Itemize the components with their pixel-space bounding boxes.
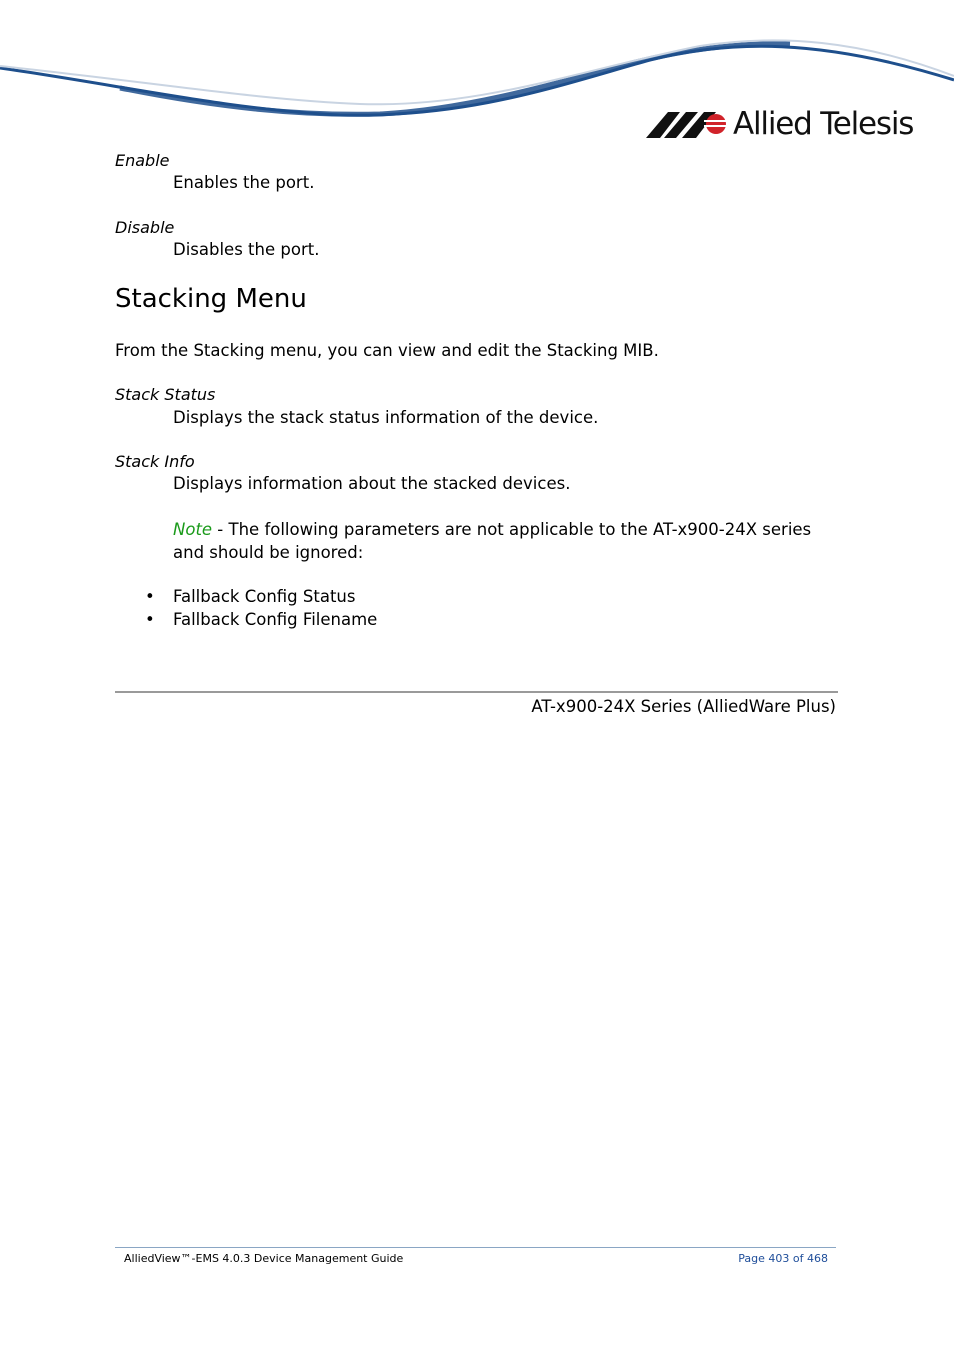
footer-guide-title: AlliedView™-EMS 4.0.3 Device Management Guide bbox=[124, 1252, 404, 1265]
term-enable: Enable bbox=[115, 151, 170, 170]
desc-enable: Enables the port. bbox=[173, 173, 315, 192]
desc-stack-status: Displays the stack status information of the device. bbox=[173, 408, 599, 427]
footer-divider bbox=[115, 1247, 836, 1248]
list-item-text: Fallback Config Status bbox=[173, 587, 356, 606]
note-label: Note bbox=[173, 520, 213, 539]
section-intro: From the Stacking menu, you can view and edit the Stacking MIB. bbox=[115, 341, 659, 360]
list-item-text: Fallback Config Filename bbox=[173, 610, 378, 629]
desc-stack-info: Displays information about the stacked devices. bbox=[173, 474, 571, 493]
desc-disable: Disables the port. bbox=[173, 240, 320, 259]
list-item bbox=[145, 608, 377, 631]
term-disable: Disable bbox=[115, 218, 175, 237]
series-label: AT-x900-24X Series (AlliedWare Plus) bbox=[531, 697, 836, 716]
section-divider bbox=[115, 691, 838, 693]
term-stack-info: Stack Info bbox=[115, 452, 195, 471]
note-text: - The following parameters are not applicable to the AT-x900-24X series and should be ignored: bbox=[173, 520, 812, 562]
bullet-icon: • bbox=[145, 610, 155, 629]
footer-page-number: Page 403 of 468 bbox=[738, 1252, 828, 1265]
term-stack-status: Stack Status bbox=[115, 385, 216, 404]
section-title: Stacking Menu bbox=[115, 284, 307, 314]
bullet-list bbox=[145, 585, 377, 631]
brand-name: Allied Telesis bbox=[733, 106, 914, 142]
note-block bbox=[173, 518, 833, 564]
list-item bbox=[145, 585, 377, 608]
bullet-icon: • bbox=[145, 587, 155, 606]
